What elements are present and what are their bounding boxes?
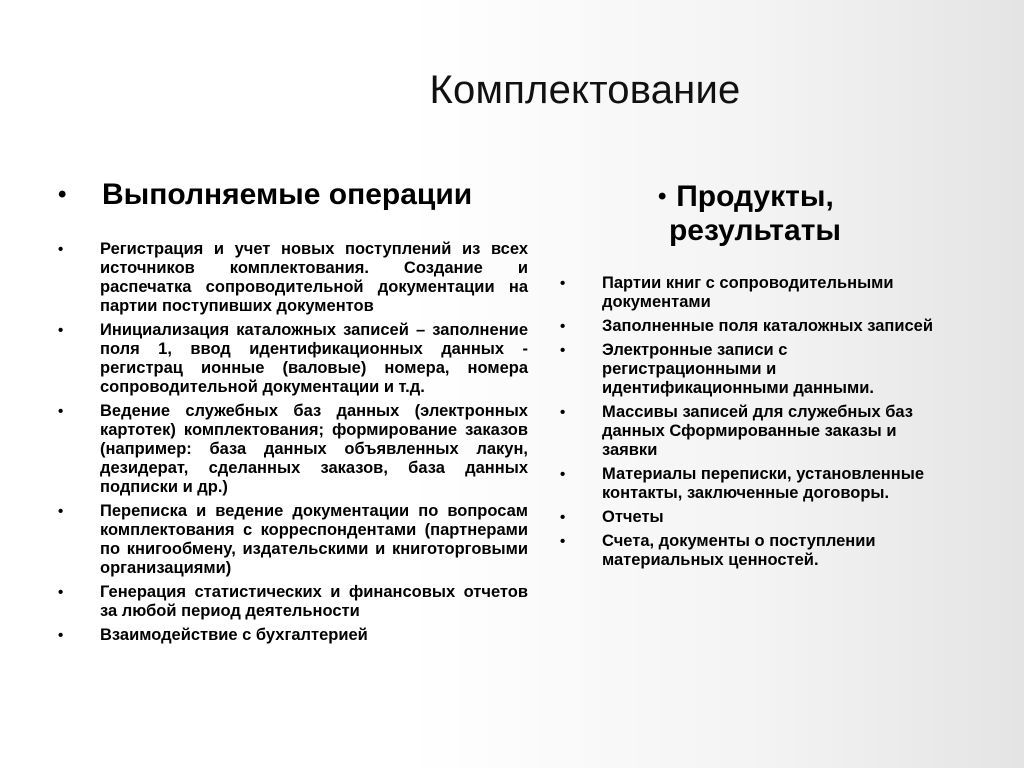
bullet-icon: • — [58, 584, 64, 601]
list-item — [560, 403, 950, 460]
products-heading — [560, 180, 880, 248]
bullet-icon: • — [58, 627, 64, 644]
list-item-text: Переписка и ведение документации по вопросам комплектования с корреспондентами (партнерами по книгообмену, издательскими и книготорговыми организациями) — [100, 502, 528, 577]
list-item-text: Генерация статистических и финансовых отчетов за любой период деятельности — [100, 583, 528, 620]
list-item-text: Регистрация и учет новых поступлений из всех источников комплектования. Создание и распечатка сопроводительной документации на партии поступивших документов — [100, 240, 528, 315]
bullet-icon: • — [58, 503, 64, 520]
bullet-icon: • — [560, 318, 566, 335]
list-item — [560, 317, 950, 336]
list-item — [58, 583, 528, 621]
list-item — [58, 502, 528, 578]
list-item — [58, 321, 528, 397]
list-item-text: Массивы записей для служебных баз данных Сформированные заказы и заявки — [602, 403, 913, 459]
list-item-text: Материалы переписки, установленные контакты, заключенные договоры. — [602, 465, 924, 502]
list-item-text: Инициализация каталожных записей – заполнение поля 1, ввод идентификационных данных - регистрац ионные (валовые) номера, номера сопроводительной документации и т.д. — [100, 321, 528, 396]
bullet-icon: • — [560, 342, 566, 359]
bullet-icon: • — [658, 183, 667, 210]
bullet-icon: • — [560, 466, 566, 483]
list-item — [58, 402, 528, 497]
bullet-icon: • — [560, 404, 566, 421]
bullet-icon: • — [560, 533, 566, 550]
list-item-text: Заполненные поля каталожных записей — [602, 317, 933, 335]
products-column — [560, 180, 950, 575]
bullet-icon: • — [58, 241, 64, 258]
bullet-icon: • — [58, 403, 64, 420]
bullet-icon: • — [560, 275, 566, 292]
list-item — [560, 341, 950, 398]
operations-column — [58, 178, 528, 650]
list-item — [560, 274, 950, 312]
bullet-icon: • — [58, 322, 64, 339]
list-item-text: Счета, документы о поступлении материальных ценностей. — [602, 532, 876, 569]
bullet-icon: • — [58, 181, 67, 208]
products-list — [560, 274, 950, 570]
list-item — [58, 626, 528, 645]
slide-title: Комплектование — [429, 68, 741, 112]
list-item — [560, 465, 950, 503]
list-item-text: Взаимодействие с бухгалтерией — [100, 626, 368, 644]
products-heading-text: Продукты, результаты — [668, 180, 842, 247]
list-item-text: Отчеты — [602, 508, 664, 526]
list-item — [560, 508, 950, 527]
list-item-text: Партии книг с сопроводительными документами — [602, 274, 894, 311]
list-item-text: Ведение служебных баз данных (электронных картотек) комплектования; формирование заказов (например: база данных объявленных лакун, дезидерат, сделанных заказов, база данных подписки и др.) — [100, 402, 528, 496]
operations-heading — [58, 178, 528, 212]
bullet-icon: • — [560, 509, 566, 526]
list-item-text: Электронные записи с регистрационными и идентификационными данными. — [602, 341, 874, 397]
operations-heading-text: Выполняемые операции — [102, 178, 473, 211]
operations-list — [58, 240, 528, 645]
list-item — [560, 532, 950, 570]
list-item — [58, 240, 528, 316]
